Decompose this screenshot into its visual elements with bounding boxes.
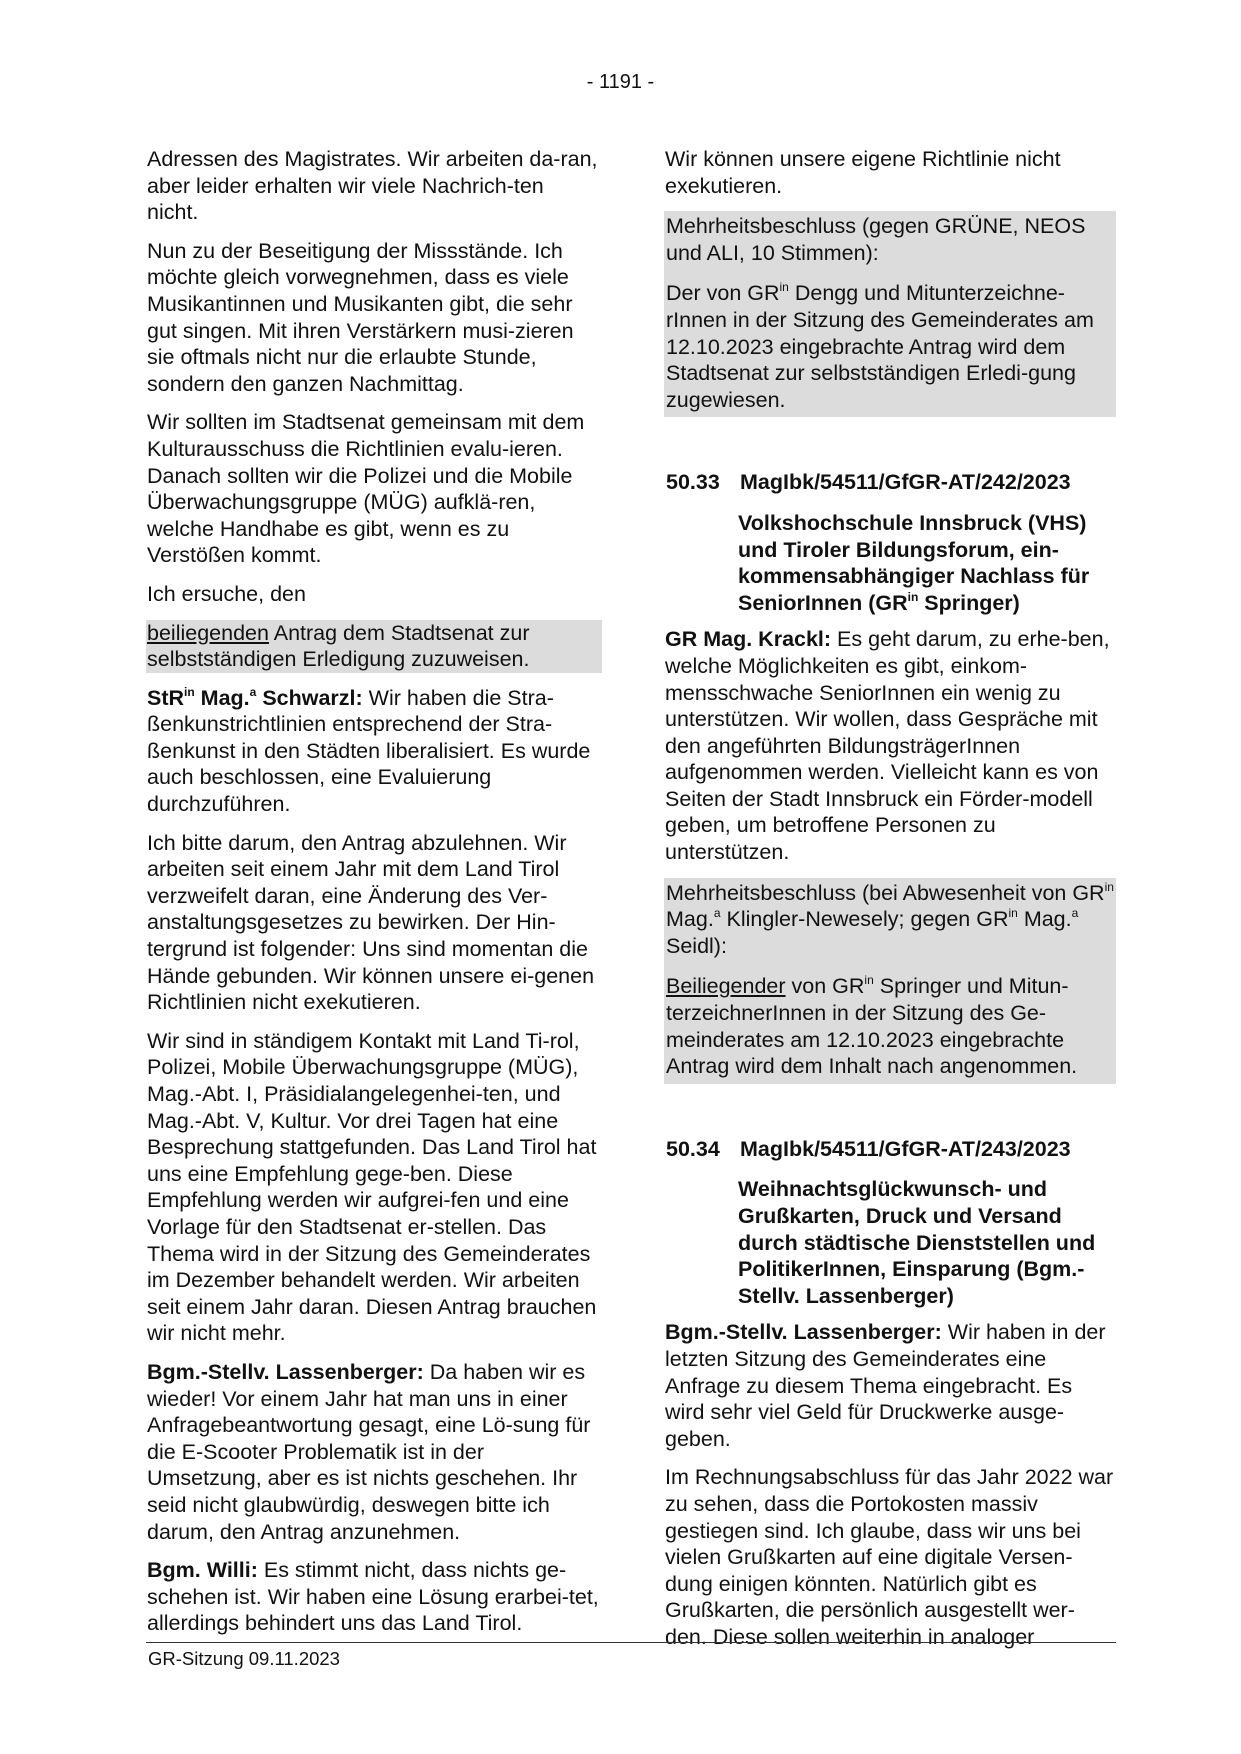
left-column	[146, 146, 602, 1649]
agenda-item-title: Volkshochschule Innsbruck (VHS) und Tiroler Bildungsforum, ein-kommensabhängiger Nachlass für SeniorInnen ($GR^{in}$ Springer)	[738, 510, 1090, 615]
paragraph: Wir können unsere eigene Richtlinie nicht exekutieren.	[665, 147, 1061, 198]
speaker-name: GR Mag. Krackl:	[665, 627, 832, 652]
resolution-block	[664, 878, 1116, 1084]
speaker-name: StR$^{in}$ Mag.$^a$ Schwarzl:	[147, 684, 363, 710]
speech-lassenberger: Bgm.-Stellv. Lassenberger: Da haben wir es wieder! Vor einem Jahr hat man uns in einer Anfragebeantwortung gesagt, eine Lö-sung für die E-Scooter Problematik ist in der Umsetzung, aber es ist nichts geschehen. Ihr seid nicht glaubwürdig, deswegen bitte ich darum, den Antrag anzunehmen.	[147, 1359, 591, 1544]
footer-divider	[146, 1642, 1116, 1643]
resolution-decision: Mehrheitsbeschluss (gegen GRÜNE, NEOS und ALI, 10 Stimmen):	[666, 214, 1086, 265]
motion-request: beiliegenden Antrag dem Stadtsenat zur selbstständigen Erledigung zuzuweisen.	[146, 620, 602, 673]
agenda-item-heading	[664, 469, 1116, 496]
paragraph: Im Rechnungsabschluss für das Jahr 2022 war zu sehen, dass die Portokosten massiv gestiegen sind. Ich glaube, dass wir uns bei vielen Grußkarten auf eine digitale Versen-dung einigen könnten. Natürlich gibt es Grußkarten, die persönlich ausgestellt wer-den. Diese sollen weiterhin in analoger	[665, 1465, 1114, 1649]
paragraph: Ich ersuche, den	[147, 581, 306, 606]
speaker-name: Bgm.-Stellv. Lassenberger:	[147, 1359, 424, 1384]
speech-lassenberger: Bgm.-Stellv. Lassenberger: Wir haben in der letzten Sitzung des Gemeinderates eine Anfrage zu diesem Thema eingebracht. Es wird sehr viel Geld für Druckwerke ausge-geben.	[665, 1320, 1106, 1451]
paragraph: Wir sind in ständigem Kontakt mit Land Ti-rol, Polizei, Mobile Überwachungsgruppe (MÜG), Mag.-Abt. I, Präsidialangelegenhei-ten, und Mag.-Abt. V, Kultur. Vor drei Tagen hat eine Besprechung stattgefunden. Das Land Tirol hat uns eine Empfehlung gege-ben. Diese Empfehlung werden wir aufgrei-fen und eine Vorlage für den Stadtsenat er-stellen. Das Thema wird in der Sitzung des Gemeinderates im Dezember behandelt werden. Wir arbeiten seit einem Jahr daran. Diesen Antrag brauchen wir nicht mehr.	[147, 1028, 597, 1346]
speech-willi: Bgm. Willi: Es stimmt nicht, dass nichts ge-schehen ist. Wir haben eine Lösung erarbei-tet, allerdings behindert uns das Land Tirol.	[147, 1558, 599, 1636]
paragraph: Nun zu der Beseitigung der Missstände. Ich möchte gleich vorwegnehmen, dass es viele Musikantinnen und Musikanten gibt, die sehr gut singen. Mit ihren Verstärkern musi-zieren sie oftmals nicht nur die erlaubte Stunde, sondern den ganzen Nachmittag.	[147, 238, 574, 396]
agenda-item-heading	[664, 1136, 1116, 1163]
speaker-name: Bgm.-Stellv. Lassenberger:	[665, 1320, 942, 1345]
resolution-text: Beiliegender von $GR^{in}$ Springer und Mitun-terzeichnerInnen in der Sitzung des Ge-meinderates am 12.10.2023 eingebrachte Antrag wird dem Inhalt nach angenommen.	[666, 973, 1078, 1079]
right-column	[664, 146, 1116, 1663]
speech-krackl: GR Mag. Krackl: Es geht darum, zu erhe-ben, welche Möglichkeiten es gibt, einkom-mensschwache SeniorInnen ein wenig zu unterstützen. Wir wollen, dass Gespräche mit den angeführten BildungsträgerInnen aufgenommen werden. Vielleicht kann es von Seiten der Stadt Innsbruck ein Förder-modell geben, um betroffene Personen zu unterstützen.	[665, 627, 1110, 865]
page-number: - 1191 -	[586, 71, 655, 93]
speech-schwarzl: StR$^{in}$ Mag.$^a$ Schwarzl: Wir haben die Stra-ßenkunstrichtlinien entsprechend der Stra-ßenkunst in den Städten liberalisiert. Es wurde auch beschlossen, eine Evaluierung durchzuführen.	[147, 684, 591, 817]
underlined-word: beiliegenden	[147, 620, 269, 645]
paragraph: Adressen des Magistrates. Wir arbeiten da-ran, aber leider erhalten wir viele Nachrich-ten nicht.	[147, 147, 598, 225]
agenda-item-number: 50.33	[666, 470, 720, 495]
agenda-item-number: 50.34	[666, 1136, 720, 1161]
paragraph: Wir sollten im Stadtsenat gemeinsam mit dem Kulturausschuss die Richtlinien evalu-ieren. Danach sollten wir die Polizei und die Mobile Überwachungsgruppe (MÜG) aufklä-ren, welche Handhabe es gibt, wenn es zu Verstößen kommt.	[147, 410, 585, 568]
agenda-item-reference: MagIbk/54511/GfGR-AT/243/2023	[740, 1136, 1071, 1161]
footer-session-date: GR-Sitzung 09.11.2023	[148, 1648, 340, 1669]
speaker-name: Bgm. Willi:	[147, 1558, 258, 1583]
agenda-item-reference: MagIbk/54511/GfGR-AT/242/2023	[740, 470, 1071, 495]
agenda-item-title: Weihnachtsglückwunsch- und Grußkarten, Druck und Versand durch städtische Dienststellen und PolitikerInnen, Einsparung (Bgm.-Stellv. Lassenberger)	[738, 1177, 1096, 1308]
paragraph: Ich bitte darum, den Antrag abzulehnen. Wir arbeiten seit einem Jahr mit dem Land Tirol verzweifelt daran, eine Änderung des Ver-anstaltungsgesetzes zu bewirken. Der Hin-tergrund ist folgender: Uns sind momentan die Hände gebunden. Wir können unsere ei-genen Richtlinien nicht exekutieren.	[147, 830, 595, 1015]
resolution-text: Der von $GR^{in}$ Dengg und Mitunterzeichne-rInnen in der Sitzung des Gemeinderates am 12.10.2023 eingebrachte Antrag wird dem Stadtsenat zur selbstständigen Erledi-gung zugewiesen.	[666, 280, 1094, 412]
resolution-decision: Mehrheitsbeschluss (bei Abwesenheit von $GR^{in}$ Mag.$^a$ Klingler-Newesely; gegen $GR^{in}$ Mag.$^a$ Seidl):	[666, 879, 1114, 958]
underlined-word: Beiliegender	[666, 974, 786, 999]
resolution-block	[664, 211, 1116, 417]
